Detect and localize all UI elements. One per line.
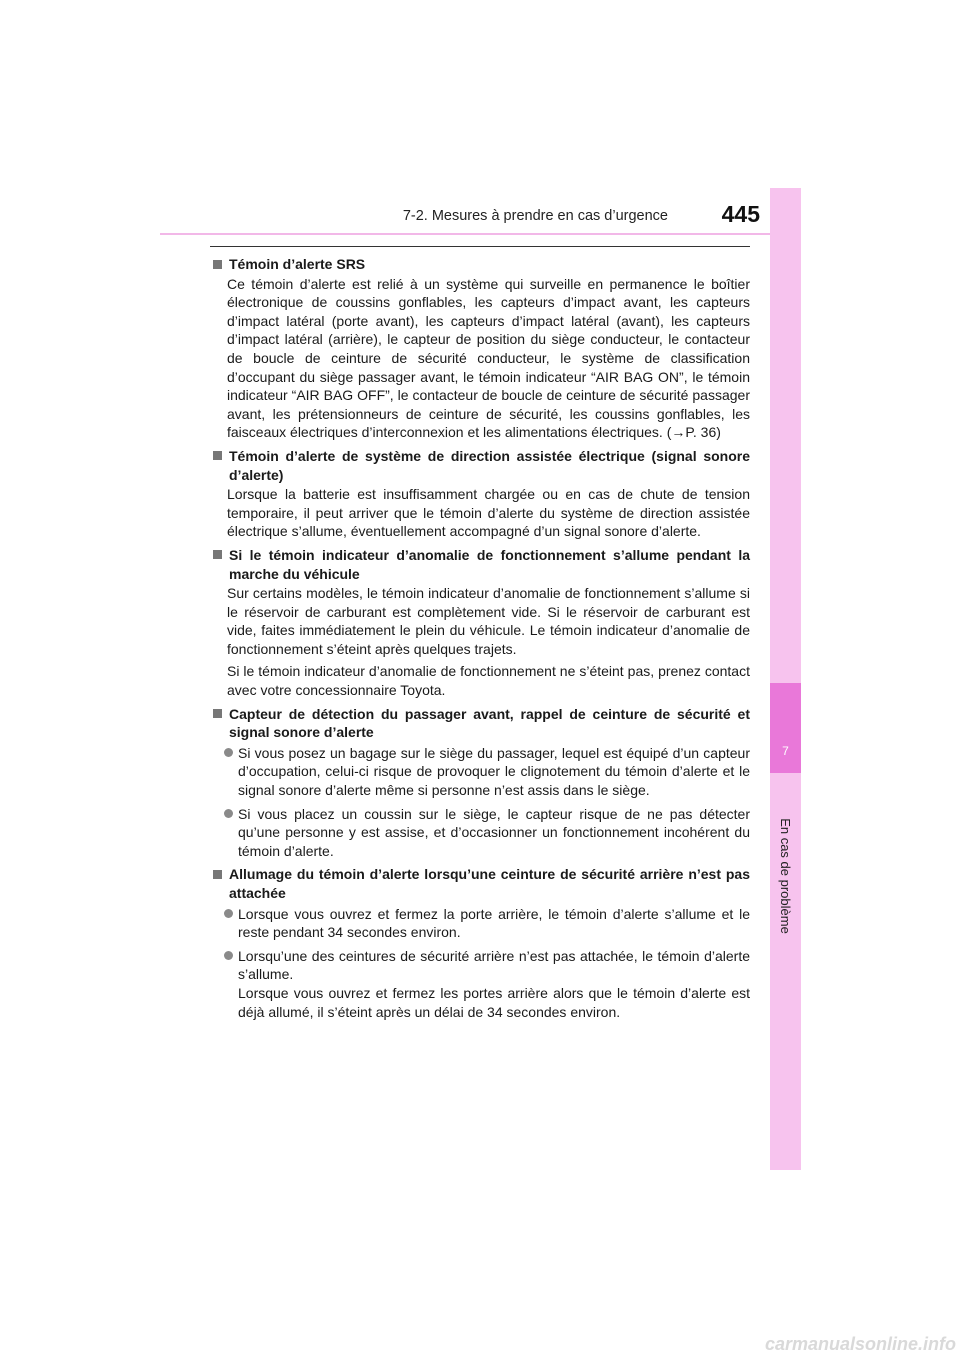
bullet-list	[224, 744, 750, 861]
watermark: carmanualsonline.info	[764, 1334, 956, 1354]
round-bullet-icon	[224, 809, 233, 818]
section-heading-text: Si le témoin indicateur d’anomalie de fonctionnement s’allume pendant la marche du véhicule	[229, 546, 750, 582]
list-item-text: Lorsqu’une des ceintures de sécurité arrière n’est pas attachée, le témoin d’alerte s’allume.	[238, 947, 750, 983]
paragraph: Ce témoin d’alerte est relié à un système qui surveille en permanence le boîtier électronique de coussins gonflables, les capteurs d’impact avant, les capteurs d’impact latéral (porte avant), les capteurs d’impact latéral (avant), les capteurs d’impact latéral (arrière), le capteur de position du siège conducteur, le contacteur de boucle de ceinture de sécurité conducteur, le système de classification d’occupant du siège passager avant, le témoin indicateur “AIR BAG ON”, le témoin indicateur “AIR BAG OFF”, le contacteur de boucle de ceinture de sécurité passager avant, les prétensionneurs de ceinture de sécurité, les coussins gonflables, les faisceaux électriques d’interconnexion et les alimentations électriques. (→P. 36)	[227, 275, 750, 441]
section-heading-text: Capteur de détection du passager avant, rappel de ceinture de sécurité et signal sonore d’alerte	[229, 705, 750, 741]
list-item	[224, 744, 750, 800]
list-item-text: Si vous placez un coussin sur le siège, le capteur risque de ne pas détecter qu’une personne y est assise, et d’occasionner un fonctionnement incohérent du témoin d’alerte.	[238, 805, 750, 859]
chapter-label: En cas de problème	[778, 818, 793, 934]
round-bullet-icon	[224, 951, 233, 960]
list-item	[224, 947, 750, 1021]
bullet-list	[224, 905, 750, 1022]
section-heading-text: Allumage du témoin d’alerte lorsqu’une ceinture de sécurité arrière n’est pas attachée	[229, 866, 750, 901]
header-section-title: 7-2. Mesures à prendre en cas d’urgence	[402, 208, 668, 224]
section-heading	[210, 546, 750, 583]
section-heading-text: Témoin d’alerte SRS	[229, 256, 366, 272]
section-heading	[210, 705, 750, 742]
section-heading	[210, 255, 750, 274]
page-content	[210, 255, 750, 1026]
page-number: 445	[721, 201, 760, 227]
list-item-text: Lorsque vous ouvrez et fermez la porte arrière, le témoin d’alerte s’allume et le reste pendant 34 secondes environ.	[238, 905, 750, 941]
square-bullet-icon	[213, 550, 222, 559]
chapter-tab-strip	[770, 188, 801, 1170]
section-heading	[210, 447, 750, 484]
content-top-rule	[210, 246, 750, 247]
section-power-steering	[210, 447, 750, 541]
section-heading	[210, 865, 750, 902]
square-bullet-icon	[213, 451, 222, 460]
chapter-tab-active[interactable]	[770, 683, 801, 773]
list-item-text: Si vous posez un bagage sur le siège du passager, lequel est équipé d’un capteur d’occupation, celui-ci risque de provoquer le clignotement du témoin d’alerte et le signal sonore d’alerte même si personne n’est assis dans le siège.	[238, 744, 750, 799]
section-rear-seatbelt	[210, 865, 750, 1021]
chapter-number: 7	[782, 744, 789, 758]
paragraph: Si le témoin indicateur d’anomalie de fonctionnement ne s’éteint pas, prenez contact avec votre concessionnaire Toyota.	[227, 663, 750, 699]
list-item-text: Lorsque vous ouvrez et fermez les portes arrière alors que le témoin d’alerte est déjà allumé, il s’éteint après un délai de 34 secondes environ.	[238, 984, 750, 1020]
paragraph: Lorsque la batterie est insuffisamment chargée ou en cas de chute de tension temporaire, il peut arriver que le témoin d’alerte du système de direction assistée électrique s’allume, éventuellement accompagné d’un signal sonore d’alerte.	[227, 486, 750, 540]
paragraph: Sur certains modèles, le témoin indicateur d’anomalie de fonctionnement s’allume si le réservoir de carburant est complètement vide. Si le réservoir de carburant est vide, faites immédiatement le plein du véhicule. Le témoin indicateur d’anomalie de fonctionnement s’éteint après quelques trajets.	[227, 585, 750, 657]
header-divider	[160, 233, 770, 235]
section-srs-warning	[210, 255, 750, 442]
section-malfunction-indicator	[210, 546, 750, 700]
round-bullet-icon	[224, 748, 233, 757]
square-bullet-icon	[213, 870, 222, 879]
square-bullet-icon	[213, 260, 222, 269]
square-bullet-icon	[213, 709, 222, 718]
list-item	[224, 805, 750, 861]
list-item	[224, 905, 750, 942]
section-passenger-sensor	[210, 705, 750, 861]
section-heading-text: Témoin d’alerte de système de direction assistée électrique (signal sonore d’alerte)	[229, 447, 750, 483]
round-bullet-icon	[224, 909, 233, 918]
